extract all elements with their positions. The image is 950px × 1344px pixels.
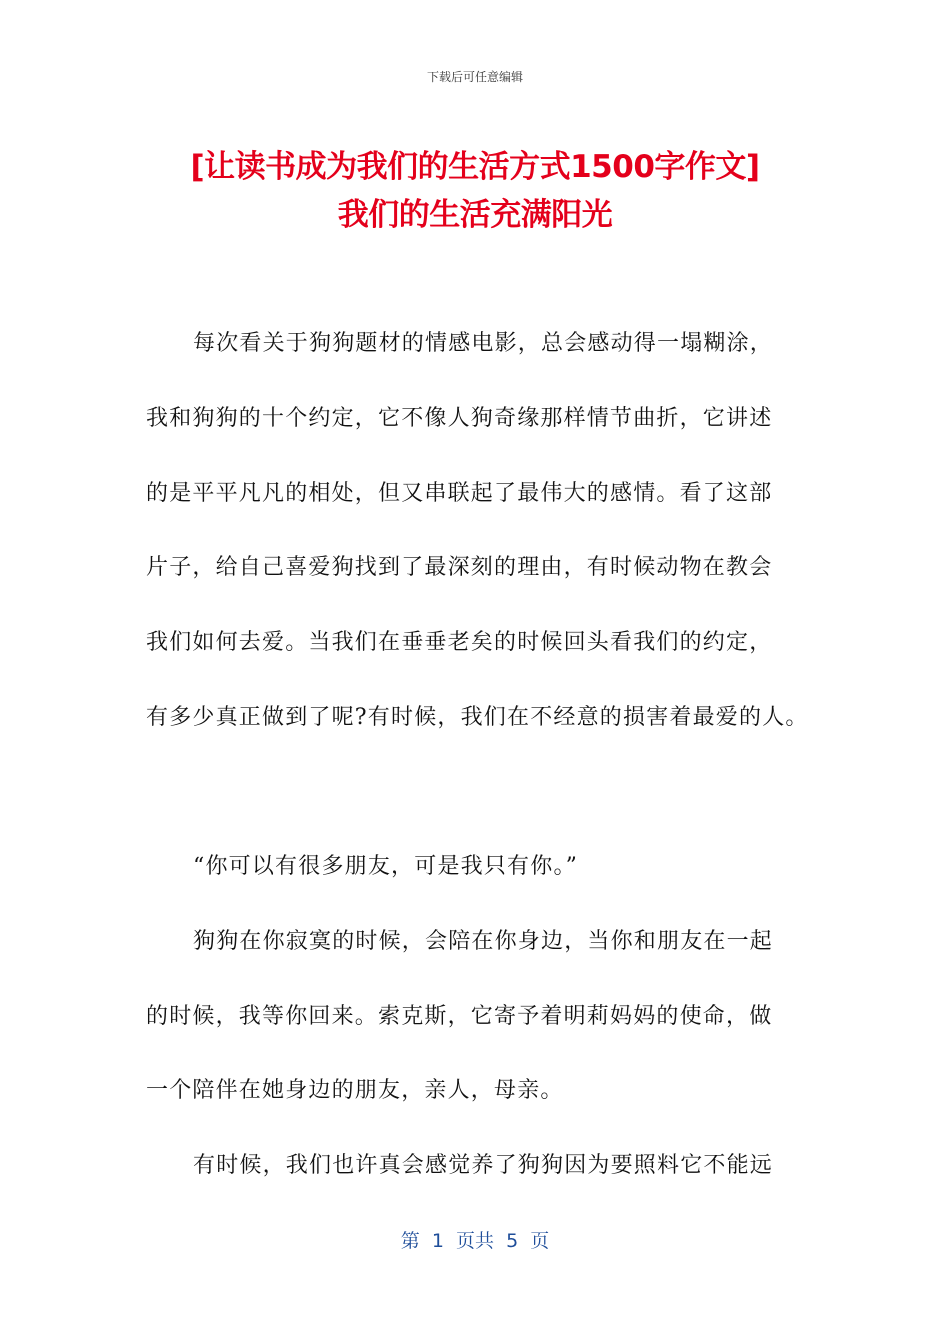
paragraph-line: 片子，给自己喜爱狗找到了最深刻的理由，有时候动物在教会 — [146, 555, 773, 580]
title-line-1: [让读书成为我们的生活方式1500字作文] — [190, 149, 760, 185]
header-note: 下载后可任意编辑 — [426, 70, 523, 84]
paragraph-line: 的时候，我等你回来。索克斯，它寄予着明莉妈妈的使命，做 — [146, 1004, 773, 1029]
paragraph-line: 我和狗狗的十个约定，它不像人狗奇缘那样情节曲折，它讲述 — [146, 406, 773, 431]
paragraph-line: 我们如何去爱。当我们在垂垂老矣的时候回头看我们的约定， — [146, 630, 773, 655]
paragraph-line: 有多少真正做到了呢?有时候，我们在不经意的损害着最爱的人。 — [146, 705, 809, 730]
paragraph-line: 狗狗在你寂寞的时候，会陪在你身边，当你和朋友在一起 — [193, 929, 774, 954]
paragraph-line: 一个陪伴在她身边的朋友，亲人，母亲。 — [146, 1078, 564, 1103]
paragraph-line: 的是平平凡凡的相处，但又串联起了最伟大的感情。看了这部 — [146, 481, 773, 506]
title-line-2: 我们的生活充满阳光 — [337, 197, 613, 233]
quote-line: “你可以有很多朋友，可是我只有你。” — [193, 854, 579, 879]
page-number-footer: 第 1 页共 5 页 — [400, 1230, 550, 1252]
document-title — [0, 143, 950, 239]
paragraph-line: 有时候，我们也许真会感觉养了狗狗因为要照料它不能远 — [193, 1153, 774, 1178]
paragraph-line: 每次看关于狗狗题材的情感电影，总会感动得一塌糊涂， — [193, 331, 774, 356]
